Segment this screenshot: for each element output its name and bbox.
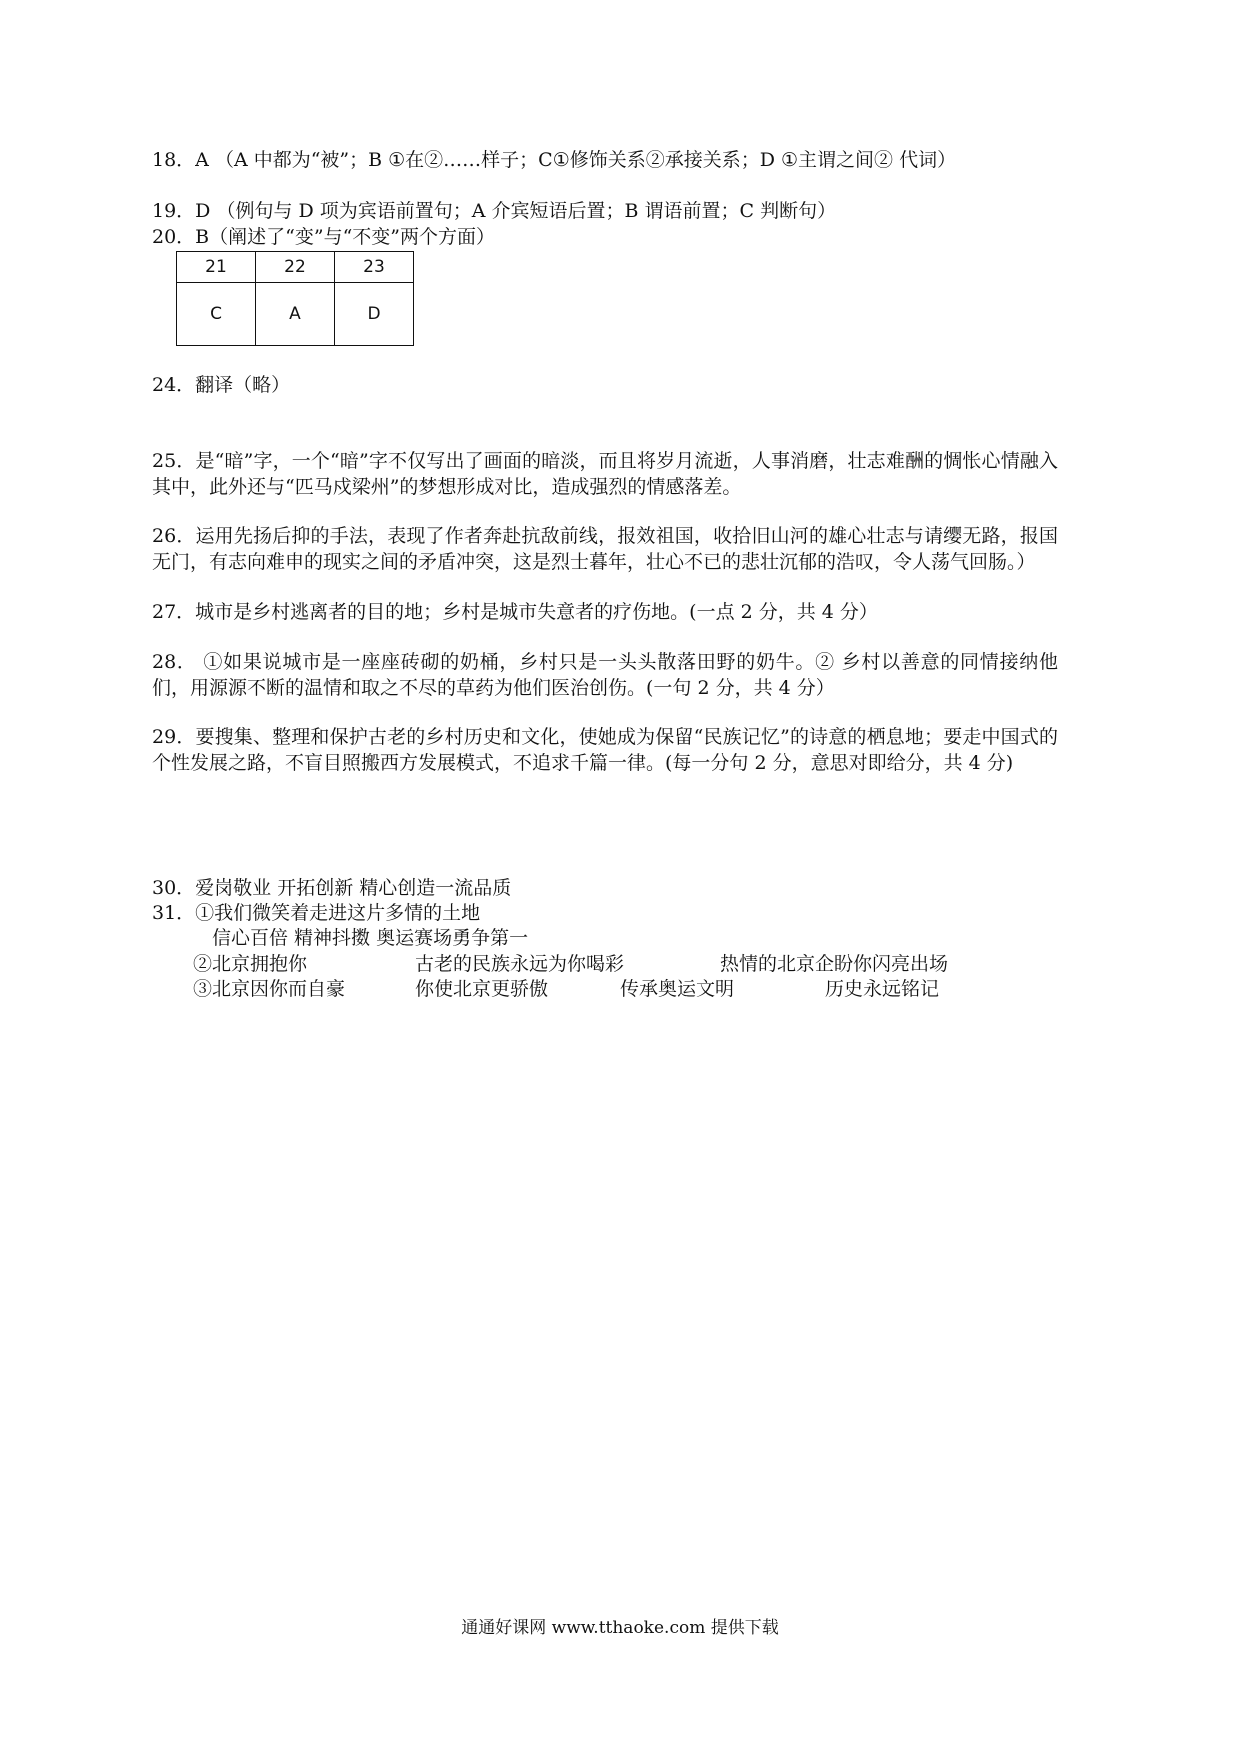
answer-28: 28． ①如果说城市是一座座砖砌的奶桶，乡村只是一头头散落田野的奶牛。② 乡村以善意的同情接纳他们，用源源不断的温情和取之不尽的草药为他们医治创伤。(一句 2 分，共 4 分） (152, 651, 1058, 699)
table-value-cell: C (177, 283, 256, 346)
table-value-row (177, 283, 414, 346)
answer-19: 19．D （例句与 D 项为宾语前置句；A 介宾短语后置；B 谓语前置；C 判断句） (152, 200, 837, 222)
answer-27: 27．城市是乡村逃离者的目的地；乡村是城市失意者的疗伤地。(一点 2 分，共 4 分） (152, 601, 878, 623)
answer-30: 30．爱岗敬业 开拓创新 精心创造一流品质 (152, 877, 512, 899)
answer-18: 18．A （A 中都为“被”；B ①在②……样子；C①修饰关系②承接关系；D ①主谓之间② 代词） (152, 149, 957, 171)
table-header-cell: 22 (256, 252, 335, 283)
answer-31-line2: 信心百倍 精神抖擞 奥运赛场勇争第一 (212, 927, 529, 949)
answer-31-line3-part: 热情的北京企盼你闪亮出场 (720, 953, 949, 975)
answer-25: 25．是“暗”字，一个“暗”字不仅写出了画面的暗淡，而且将岁月流逝，人事消磨，壮志难酬的惆怅心情融入其中，此外还与“匹马戍梁州”的梦想形成对比，造成强烈的情感落差。 (152, 450, 1058, 498)
answer-20: 20．B（阐述了“变”与“不变”两个方面） (152, 226, 495, 248)
answer-31-line3-part: ②北京拥抱你 (193, 953, 308, 975)
answer-29: 29．要搜集、整理和保护古老的乡村历史和文化，使她成为保留“民族记忆”的诗意的栖息地；要走中国式的个性发展之路，不盲目照搬西方发展模式，不追求千篇一律。(每一分句 2 分，意思对即给分，共 4 分) (152, 726, 1058, 774)
answer-31-line4-part: ③北京因你而自豪 (193, 978, 346, 1000)
answer-24: 24．翻译（略） (152, 374, 291, 396)
answer-31-line1: 31．①我们微笑着走进这片多情的土地 (152, 902, 481, 924)
answer-31-line4-part: 历史永远铭记 (825, 978, 940, 1000)
table-value-cell: D (335, 283, 414, 346)
answer-31-line4-part: 你使北京更骄傲 (415, 978, 549, 1000)
table-header-cell: 21 (177, 252, 256, 283)
table-header-row (177, 252, 414, 283)
table-value-cell: A (256, 283, 335, 346)
answer-31-line3-part: 古老的民族永远为你喝彩 (415, 953, 625, 975)
page-footer: 通通好课网 www.tthaoke.com 提供下载 (461, 1618, 779, 1638)
answer-31-line4-part: 传承奥运文明 (620, 978, 735, 1000)
answer-26: 26．运用先扬后抑的手法，表现了作者奔赴抗敌前线，报效祖国，收拾旧山河的雄心壮志与请缨无路，报国无门，有志向难申的现实之间的矛盾冲突，这是烈士暮年，壮心不已的悲壮沉郁的浩叹，令人荡气回肠。） (152, 525, 1058, 573)
table-header-cell: 23 (335, 252, 414, 283)
answer-table-21-23 (176, 251, 414, 346)
